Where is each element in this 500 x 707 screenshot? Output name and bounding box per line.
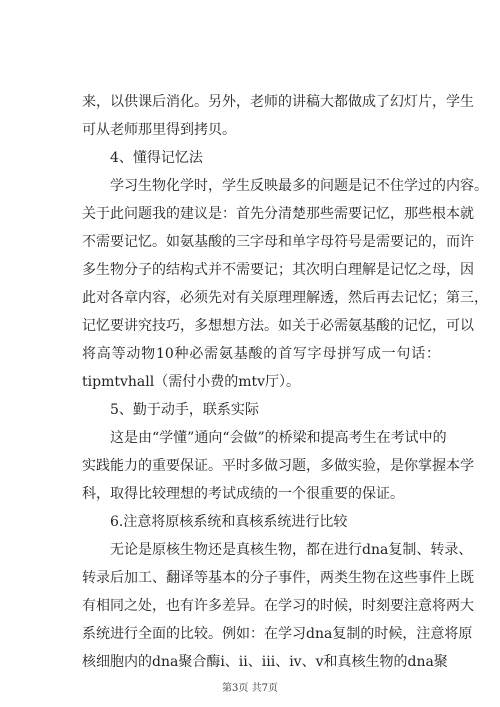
page-footer: 第3页 共7页 [222, 683, 278, 694]
paragraph-line: 实践能力的重要保证。平时多做习题，多做实验，是你掌握本学 [82, 458, 474, 474]
paragraph-line: 可从老师那里得到拷贝。 [82, 122, 236, 138]
paragraph-line: 学习生物化学时，学生反映最多的问题是记不住学过的内容。 [110, 178, 488, 194]
section-heading: 5、勤于动手，联系实际 [110, 402, 259, 418]
paragraph-line: 有相同之处，也有许多差异。在学习的时候，时刻要注意将两大 [82, 598, 474, 614]
paragraph-line: 系统进行全面的比较。例如：在学习dna复制的时候，注意将原 [82, 626, 473, 642]
section-heading: 4、懂得记忆法 [110, 150, 203, 166]
paragraph-line: 此对各章内容，必须先对有关原理理解透，然后再去记忆；第三， [82, 290, 488, 306]
paragraph-line: 转录后加工、翻译等基本的分子事件，两类生物在这些事件上既 [82, 570, 474, 586]
paragraph-line: tipmtvhall（需付小费的mtv厅）。 [82, 374, 301, 390]
paragraph-line: 无论是原核生物还是真核生物，都在进行dna复制、转录、 [110, 542, 473, 558]
section-heading: 6.注意将原核系统和真核系统进行比较 [110, 514, 348, 530]
paragraph-line: 将高等动物10种必需氨基酸的首写字母拼写成一句话： [82, 346, 440, 362]
paragraph-line: 核细胞内的dna聚合酶i、ii、iii、iv、v和真核生物的dna聚 [82, 654, 448, 670]
paragraph-line: 来，以供课后消化。另外，老师的讲稿大都做成了幻灯片，学生 [82, 94, 474, 110]
paragraph-line: 这是由“学懂”通向“会做”的桥梁和提高考生在考试中的 [110, 430, 447, 446]
paragraph-line: 不需要记忆。如氨基酸的三字母和单字母符号是需要记的，而许 [82, 234, 474, 250]
paragraph-line: 多生物分子的结构式并不需要记；其次明白理解是记忆之母，因 [82, 262, 474, 278]
paragraph-line: 记忆要讲究技巧，多想想方法。如关于必需氨基酸的记忆，可以 [82, 318, 474, 334]
paragraph-line: 科，取得比较理想的考试成绩的一个很重要的保证。 [82, 486, 404, 502]
paragraph-line: 关于此问题我的建议是：首先分清楚那些需要记忆，那些根本就 [82, 206, 474, 222]
